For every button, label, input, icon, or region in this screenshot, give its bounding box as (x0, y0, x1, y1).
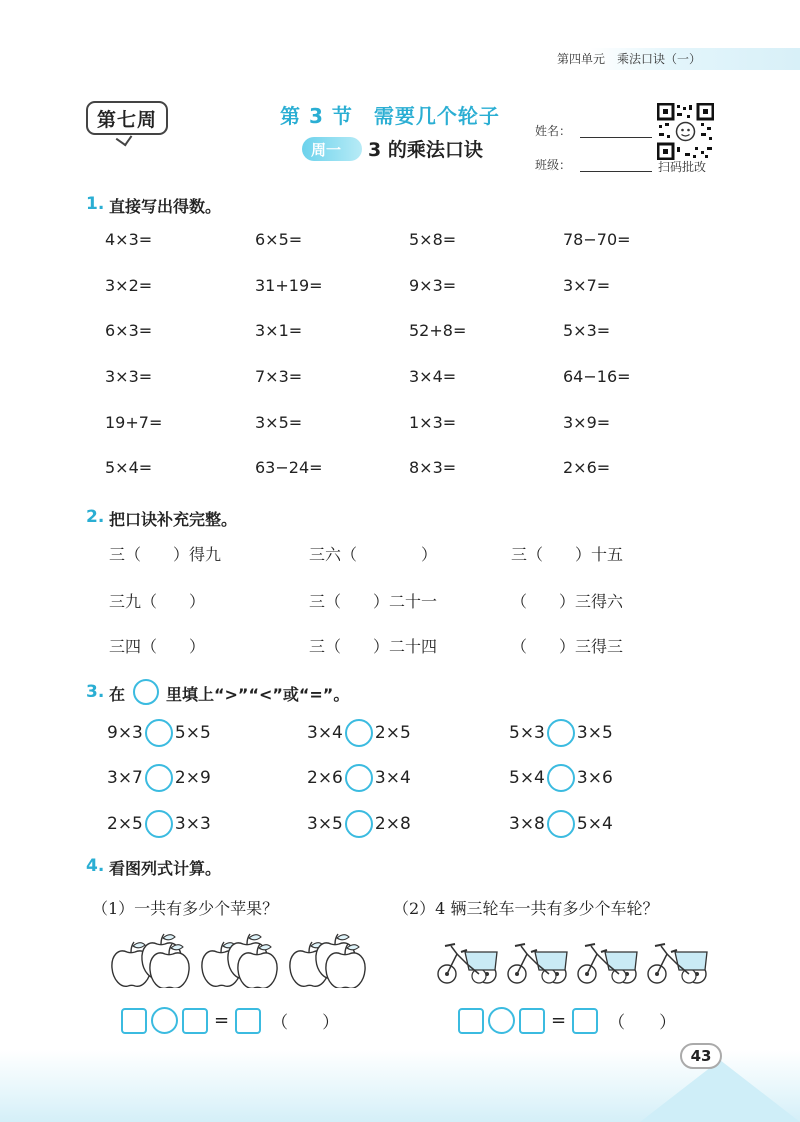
compare-circle[interactable] (345, 719, 373, 747)
compare-circle[interactable] (547, 719, 575, 747)
q1-item[interactable]: 4×3= (105, 230, 153, 249)
section-title: 第 3 节 需要几个轮子 (280, 104, 500, 128)
q3-right-expr: 2×5 (374, 723, 411, 743)
q3-item (307, 719, 411, 747)
tricycles-illustration (437, 932, 717, 988)
answer-box[interactable] (519, 1008, 545, 1034)
unit-header: 第四单元 乘法口诀（一） (557, 52, 702, 66)
q3-right-expr: 5×5 (174, 723, 211, 743)
q3-item (509, 810, 613, 838)
answer-box[interactable] (572, 1008, 598, 1034)
q2-item[interactable]: 三（ ）二十一 (309, 592, 438, 611)
q3-right-expr: 5×4 (576, 814, 613, 834)
q1-prompt: 直接写出得数。 (109, 197, 222, 216)
q2-item[interactable]: 三六（ ） (309, 545, 438, 564)
q3-right-expr: 3×5 (576, 723, 613, 743)
q3-prompt-circle (133, 679, 159, 705)
q2-item[interactable]: 三九（ ） (109, 592, 206, 611)
qr-code-icon[interactable] (657, 103, 714, 160)
q3-left-expr: 5×3 (509, 723, 545, 743)
q2-item[interactable]: 三（ ）二十四 (309, 637, 438, 656)
compare-circle[interactable] (547, 764, 575, 792)
q3-item (307, 810, 411, 838)
q1-item[interactable]: 5×4= (105, 458, 153, 477)
q1-item[interactable]: 63−24= (255, 458, 323, 477)
tricycle-3 (578, 944, 637, 983)
q1-item[interactable]: 9×3= (409, 276, 457, 295)
apple-group-3 (290, 934, 365, 988)
q2-item[interactable]: （ ）三得六 (511, 592, 624, 611)
name-field[interactable] (580, 137, 652, 138)
q1-item[interactable]: 6×5= (255, 230, 303, 249)
apples-illustration (108, 932, 373, 988)
q2-number: 2. (86, 507, 105, 527)
compare-circle[interactable] (145, 719, 173, 747)
equals-sign: = (214, 1010, 230, 1031)
q1-item[interactable]: 8×3= (409, 458, 457, 477)
q3-item (107, 719, 211, 747)
answer-box[interactable] (121, 1008, 147, 1034)
class-field[interactable] (580, 171, 652, 172)
compare-circle[interactable] (345, 810, 373, 838)
q1-number: 1. (86, 194, 105, 214)
equals-sign: = (551, 1010, 567, 1031)
q3-left-expr: 3×5 (307, 814, 343, 834)
q3-item (307, 764, 411, 792)
q1-item[interactable]: 64−16= (563, 367, 631, 386)
q3-left-expr: 3×4 (307, 723, 343, 743)
q3-right-expr: 2×8 (374, 814, 411, 834)
compare-circle[interactable] (547, 810, 575, 838)
unit-paren[interactable]: （ ） (271, 1013, 340, 1033)
q2-item[interactable]: 三（ ）十五 (511, 545, 624, 564)
name-label: 姓名： (535, 124, 572, 138)
q4-prompt: 看图列式计算。 (109, 859, 222, 878)
q1-item[interactable]: 5×3= (563, 321, 611, 340)
operator-circle[interactable] (488, 1007, 515, 1034)
q4-number: 4. (86, 856, 105, 876)
q1-item[interactable]: 3×5= (255, 413, 303, 432)
q3-left-expr: 2×6 (307, 768, 343, 788)
q3-number: 3. (86, 682, 105, 702)
q4-answer-row-1 (121, 1007, 339, 1034)
q3-right-expr: 2×9 (174, 768, 211, 788)
qr-caption: 扫码批改 (658, 160, 707, 174)
q4-answer-row-2 (458, 1007, 676, 1034)
q3-left-expr: 2×5 (107, 814, 143, 834)
q1-item[interactable]: 3×4= (409, 367, 457, 386)
q1-item[interactable]: 2×6= (563, 458, 611, 477)
q1-item[interactable]: 52+8= (409, 321, 467, 340)
q3-left-expr: 9×3 (107, 723, 143, 743)
operator-circle[interactable] (151, 1007, 178, 1034)
answer-box[interactable] (458, 1008, 484, 1034)
q3-left-expr: 3×7 (107, 768, 143, 788)
q1-item[interactable]: 5×8= (409, 230, 457, 249)
q3-item (107, 810, 211, 838)
tricycle-4 (648, 944, 707, 983)
week-badge: 第七周 (86, 101, 168, 135)
q2-item[interactable]: 三（ ）得九 (109, 545, 222, 564)
compare-circle[interactable] (145, 764, 173, 792)
q3-left-expr: 5×4 (509, 768, 545, 788)
q4-sub1: （1）一共有多少个苹果？ (92, 899, 279, 918)
q1-item[interactable]: 19+7= (105, 413, 163, 432)
q2-item[interactable]: 三四（ ） (109, 637, 206, 656)
tricycle-1 (438, 944, 497, 983)
q3-prompt-prefix: 在 (109, 685, 126, 704)
q3-item (509, 764, 613, 792)
q3-right-expr: 3×4 (374, 768, 411, 788)
q3-item (509, 719, 613, 747)
q3-right-expr: 3×6 (576, 768, 613, 788)
q3-prompt-suffix: 里填上“>”“<”或“=”。 (166, 685, 350, 704)
q2-prompt: 把口诀补充完整。 (109, 510, 238, 529)
compare-circle[interactable] (345, 764, 373, 792)
q2-item[interactable]: （ ）三得三 (511, 637, 624, 656)
footer-decoration (640, 1060, 800, 1122)
q1-item[interactable]: 78−70= (563, 230, 631, 249)
q1-item[interactable]: 31+19= (255, 276, 323, 295)
q1-item[interactable]: 3×7= (563, 276, 611, 295)
unit-paren[interactable]: （ ） (608, 1013, 677, 1033)
tricycle-2 (508, 944, 567, 983)
compare-circle[interactable] (145, 810, 173, 838)
apple-group-1 (112, 934, 189, 988)
q4-sub2: （2）4 辆三轮车一共有多少个车轮？ (393, 899, 659, 918)
q1-item[interactable]: 1×3= (409, 413, 457, 432)
apple-group-2 (202, 934, 277, 988)
q1-item[interactable]: 6×3= (105, 321, 153, 340)
q1-item[interactable]: 3×1= (255, 321, 303, 340)
page-number: 43 (680, 1043, 722, 1069)
q1-item[interactable]: 3×9= (563, 413, 611, 432)
q1-item[interactable]: 7×3= (255, 367, 303, 386)
q3-left-expr: 3×8 (509, 814, 545, 834)
q3-item (107, 764, 211, 792)
answer-box[interactable] (235, 1008, 261, 1034)
day-pill: 周一 (302, 137, 362, 161)
q3-right-expr: 3×3 (174, 814, 211, 834)
class-label: 班级： (535, 158, 572, 172)
day-topic: 3 的乘法口诀 (368, 139, 483, 161)
answer-box[interactable] (182, 1008, 208, 1034)
q1-item[interactable]: 3×2= (105, 276, 153, 295)
q1-item[interactable]: 3×3= (105, 367, 153, 386)
